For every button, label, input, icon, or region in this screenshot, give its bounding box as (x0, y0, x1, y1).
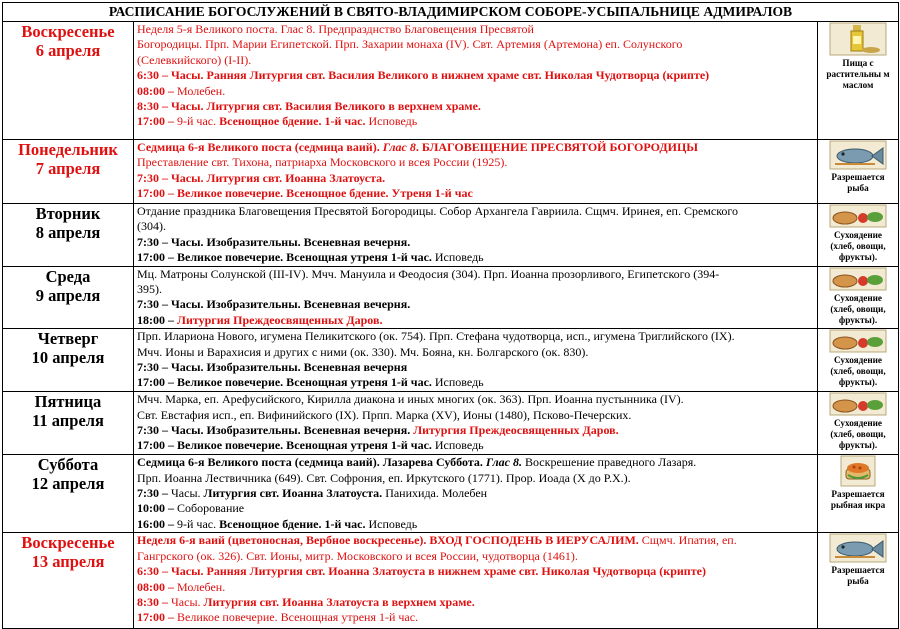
fish-icon (821, 140, 895, 170)
service-text: . БЛАГОВЕЩЕНИЕ ПРЕСВЯТОЙ БОГОРОДИЦЫ (415, 140, 699, 154)
day-cell (3, 533, 134, 629)
service-line (137, 140, 814, 155)
service-line (137, 171, 814, 186)
service-text: Панихида. Молебен (382, 486, 488, 501)
service-text: Мчч. Марка, еп. Арефусийского, Кирилла диакона и иных многих (ок. 363). Прп. Иоанна пустынника (IV). (137, 392, 684, 407)
schedule-row (3, 22, 899, 140)
service-line (137, 282, 814, 297)
service-text: 17:00 – Великое повечерие. Всенощная утреня 1-й час. (137, 438, 432, 453)
schedule-row (3, 140, 899, 204)
fasting-rule-label: Разрешается рыба (831, 172, 885, 193)
day-cell (3, 455, 134, 533)
service-line (137, 297, 814, 312)
fasting-cell (818, 533, 899, 629)
service-text: 6:30 – Часы. Ранняя Литургия свт. Василия Великого в нижнем храме свт. Николая Чудотворца (крипте) (137, 68, 710, 83)
fasting-cell (818, 204, 899, 267)
service-line (137, 345, 814, 360)
service-text: 08:00 – (137, 579, 174, 594)
service-line (137, 114, 814, 129)
service-text: 9-й час. (174, 114, 220, 129)
service-text: Глас 8. (485, 455, 522, 470)
date-label: 7 апреля (35, 159, 101, 178)
day-cell (3, 22, 134, 140)
oil-bottle-icon (821, 22, 895, 56)
service-line (137, 155, 814, 170)
service-details (134, 533, 818, 629)
bread-vegetables-icon (821, 392, 895, 416)
date-label: 11 апреля (32, 411, 104, 431)
service-text: 8:30 – (137, 594, 168, 609)
weekday-label: Среда (45, 266, 91, 286)
service-text: 7:30 – Часы. Изобразительны. Всеневная вечерня (137, 360, 408, 375)
schedule-row (3, 204, 899, 267)
weekday-label: Суббота (37, 455, 99, 475)
fasting-rule-label: Разрешается рыбная икра (830, 489, 886, 511)
service-text: 18:00 – (137, 312, 177, 327)
service-text: 395). (137, 282, 162, 297)
service-text: 17:00 – Великое повечерие. Всенощная утреня 1-й час. (137, 250, 432, 265)
service-text: Великое повечерие. Всенощная утреня 1-й час. (174, 610, 419, 625)
service-line (137, 533, 814, 548)
service-text: Молебен. (174, 579, 226, 594)
service-line (137, 84, 814, 99)
service-line (137, 204, 814, 219)
service-text: 7:30 – Часы. Изобразительны. Всеневная вечерня. (137, 234, 411, 249)
bread-vegetables-icon (821, 329, 895, 353)
service-text: (304). (137, 219, 166, 234)
date-label: 8 апреля (35, 223, 101, 242)
service-text: Мчч. Ионы и Варахисия и других с ними (ок. 330). Мч. Бояна, кн. Болгарского (ок. 830). (137, 344, 589, 359)
fasting-rule-label: Разрешается рыба (831, 565, 885, 587)
service-line (137, 610, 814, 625)
service-text: Гангрского (ок. 326). Свт. Ионы, митр. Московского и всея России, чудотворца (1461). (137, 548, 578, 563)
service-text: Глас 8 (382, 140, 416, 154)
weekday-label: Воскресенье (21, 22, 115, 41)
day-cell (3, 266, 134, 329)
caviar-sandwich-icon (821, 455, 895, 487)
weekday-label: Понедельник (18, 140, 118, 159)
service-text: Соборование (174, 501, 245, 516)
weekday-label: Четверг (37, 329, 99, 349)
fasting-rule-label: Сухоядение (хлеб, овощи, фрукты). (830, 355, 886, 388)
service-line (137, 564, 814, 579)
service-details (134, 140, 818, 204)
service-text: 7:30 – Часы. Изобразительны. Всеневная вечерня. (137, 297, 411, 312)
service-line (137, 267, 814, 282)
date-label: 12 апреля (31, 474, 105, 494)
service-line (137, 360, 814, 375)
service-line (137, 423, 814, 438)
service-text: Молебен. (174, 83, 226, 98)
service-text: Неделя 5-я Великого поста. Глас 8. Предпразднство Благовещения Пресвятой (137, 22, 534, 36)
page-title: РАСПИСАНИЕ БОГОСЛУЖЕНИЙ В СВЯТО-ВЛАДИМИРСКОМ СОБОРЕ-УСЫПАЛЬНИЦЕ АДМИРАЛОВ (3, 3, 899, 22)
service-line (137, 53, 814, 68)
service-line (137, 68, 814, 83)
service-text: Литургия Преждеосвященных Даров. (177, 312, 383, 327)
service-text: 7:30 – Часы. Литургия свт. Иоанна Златоуста. (137, 170, 386, 185)
fasting-rule-label: Сухоядение (хлеб, овощи, фрукты). (830, 292, 886, 325)
service-text: 8:30 – Часы. Литургия свт. Василия Великого в верхнем храме. (137, 99, 481, 114)
service-text: Всенощное бдение. 1-й час. (219, 114, 366, 129)
service-line (137, 408, 814, 423)
service-text: Исповедь (365, 114, 418, 129)
service-text: Исповедь (431, 250, 484, 265)
weekday-label: Воскресенье (21, 533, 115, 553)
date-label: 9 апреля (35, 285, 101, 305)
service-text: Сщмч. Ипатия, еп. (638, 533, 737, 548)
schedule-row (3, 455, 899, 533)
service-details (134, 22, 818, 140)
service-line (137, 517, 814, 532)
service-text: Седмица 6-я Великого поста (седмица ваий). (137, 140, 383, 154)
service-details (134, 204, 818, 267)
service-text: Исповедь (431, 375, 484, 390)
service-line (137, 22, 814, 37)
bread-vegetables-icon (821, 267, 895, 291)
date-label: 10 апреля (31, 348, 105, 368)
weekday-label: Пятница (34, 392, 102, 412)
service-line (137, 501, 814, 516)
service-text: 08:00 – (137, 83, 174, 98)
service-line (137, 580, 814, 595)
service-text: Литургия свт. Иоанна Златоуста. (203, 486, 383, 501)
day-cell (3, 392, 134, 455)
service-line (137, 219, 814, 234)
service-text: Неделя 6-я ваий (цветоносная, Вербное воскресенье). ВХОД ГОСПОДЕНЬ В ИЕРУСАЛИМ. (137, 533, 639, 548)
service-line (137, 313, 814, 328)
schedule-table (2, 2, 899, 629)
service-text: Прп. Илариона Нового, игумена Пеликитского (ок. 754). Прп. Стефана чудотворца, исп., игумена Триглийского (IX). (137, 329, 735, 344)
service-text: 17:00 – (137, 610, 174, 625)
service-text: Свт. Евстафия исп., еп. Вифинийского (IX). Прпп. Марка (XV), Ионы (1480), Псково-Печерских. (137, 407, 632, 422)
schedule-row (3, 266, 899, 329)
bread-vegetables-icon (821, 204, 895, 228)
service-line (137, 471, 814, 486)
service-line (137, 37, 814, 52)
fasting-rule-label: Пища с растительны м маслом (826, 58, 890, 90)
service-line (137, 235, 814, 250)
service-line (137, 455, 814, 470)
schedule-row (3, 329, 899, 392)
service-text: Седмица 6-я Великого поста (седмица ваий). Лазарева Суббота. (137, 455, 486, 470)
service-line (137, 99, 814, 114)
fasting-cell (818, 140, 899, 204)
service-text: Богородицы. Прп. Марии Египетской. Прп. Захарии монаха (IV). Свт. Артемия (Артемона) еп. Солунского (137, 37, 683, 52)
service-line (137, 595, 814, 610)
service-line (137, 486, 814, 501)
service-text: Литургия Преждеосвященных Даров. (413, 423, 619, 438)
service-text: 7:30 – (137, 486, 168, 501)
service-text: Часы. (168, 594, 204, 609)
service-details (134, 392, 818, 455)
date-label: 6 апреля (35, 41, 101, 60)
fasting-cell (818, 392, 899, 455)
service-text: (Селевкийского) (I-II). (137, 52, 252, 67)
service-text: 6:30 – Часы. Ранняя Литургия свт. Иоанна Златоуста в нижнем храме свт. Николая Чудотворца (крипте) (137, 564, 706, 579)
service-line (137, 549, 814, 564)
service-line (137, 186, 814, 201)
service-text: Исповедь (431, 438, 484, 453)
fasting-cell (818, 266, 899, 329)
fasting-cell (818, 22, 899, 140)
service-text: Воскрешение праведного Лазаря. (522, 455, 697, 470)
fish-icon (821, 533, 895, 563)
service-line (137, 438, 814, 453)
fasting-cell (818, 455, 899, 533)
service-text: Преставление свт. Тихона, патриарха Московского и всея России (1925). (137, 155, 508, 170)
service-line (137, 375, 814, 390)
service-text: 17:00 – Великое повечерие. Всенощное бдение. Утреня 1-й час (137, 186, 473, 201)
service-text: 17:00 – Великое повечерие. Всенощная утреня 1-й час. (137, 375, 432, 390)
service-text: 16:00 – (137, 516, 174, 531)
service-text: 9-й час. (174, 516, 220, 531)
service-details (134, 455, 818, 533)
service-details (134, 329, 818, 392)
day-cell (3, 204, 134, 267)
service-text: Часы. (168, 486, 204, 501)
service-text: Исповедь (365, 516, 418, 531)
day-cell (3, 140, 134, 204)
service-line (137, 329, 814, 344)
schedule-row (3, 533, 899, 629)
service-text: Мц. Матроны Солунской (III-IV). Мчч. Мануила и Феодосия (304). Прп. Иоанна прозорливого, Египетского (394- (137, 266, 720, 281)
service-line (137, 250, 814, 265)
service-text: Всенощное бдение. 1-й час. (219, 516, 366, 531)
service-text: Прп. Иоанна Лествичника (649). Свт. Софрония, еп. Иркутского (1771). Прор. Иоада (X до Р.Х.). (137, 470, 631, 485)
fasting-rule-label: Сухоядение (хлеб, овощи, фрукты). (830, 418, 886, 451)
service-text: 10:00 – (137, 501, 174, 516)
service-details (134, 266, 818, 329)
fasting-cell (818, 329, 899, 392)
service-text: Отдание праздника Благовещения Пресвятой Богородицы. Собор Архангела Гавриила. Сщмч. Иринея, еп. Сремского (137, 204, 739, 218)
weekday-label: Вторник (35, 204, 101, 223)
service-line (137, 392, 814, 407)
service-text: Литургия свт. Иоанна Златоуста в верхнем храме. (203, 594, 475, 609)
service-text: 7:30 – Часы. Изобразительны. Всеневная вечерня. (137, 423, 414, 438)
schedule-row (3, 392, 899, 455)
day-cell (3, 329, 134, 392)
date-label: 13 апреля (31, 552, 105, 572)
service-text: 17:00 – (137, 114, 174, 129)
fasting-rule-label: Сухоядение (хлеб, овощи, фрукты). (830, 230, 886, 262)
